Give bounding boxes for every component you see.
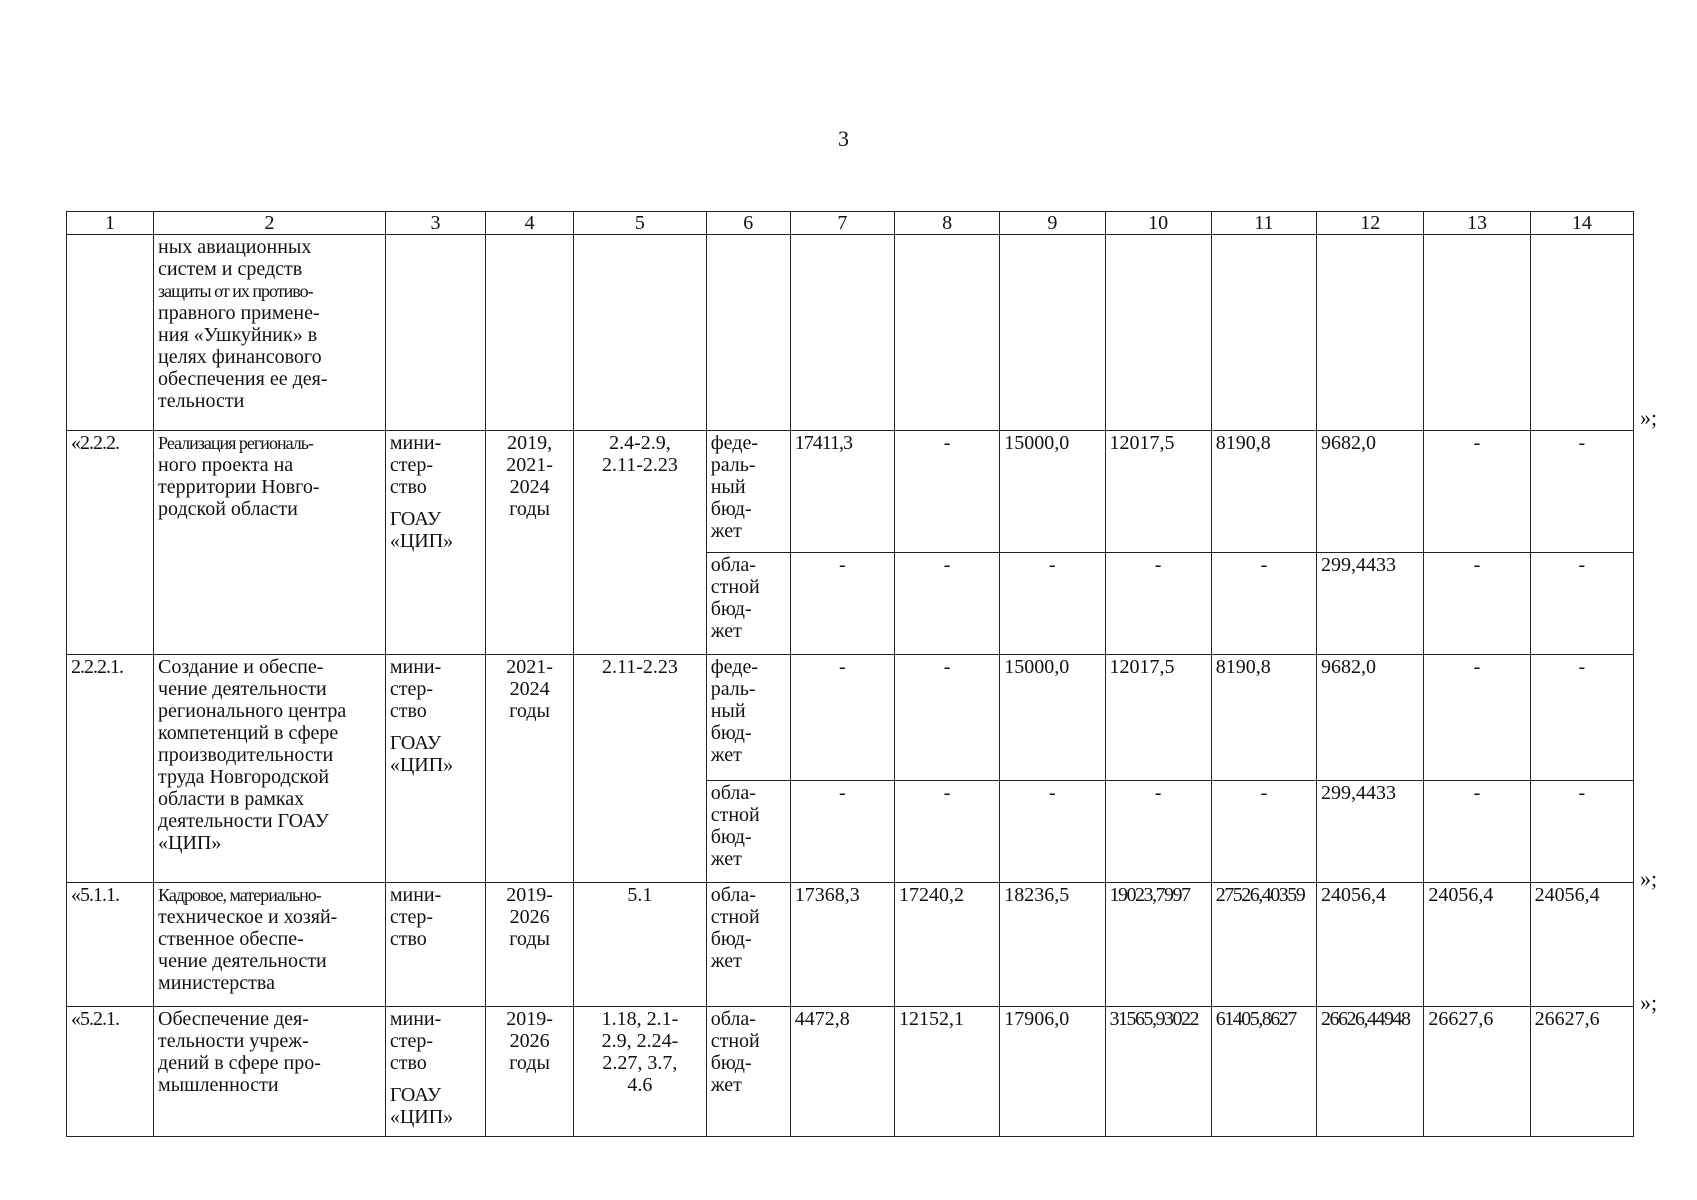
- empty-cell: [790, 235, 894, 431]
- text-line: бюд-: [710, 598, 752, 620]
- row-number-cell: «2.2.2.: [67, 431, 154, 655]
- funding-source-cell: [706, 655, 790, 781]
- text-line: стной: [710, 804, 760, 826]
- text-line: 2024: [509, 678, 550, 700]
- text-line: мини-: [389, 432, 442, 454]
- value-cell: -: [1424, 431, 1530, 553]
- event-name-cell: [154, 431, 386, 655]
- text-line: бюд-: [710, 722, 752, 744]
- value-cell: 27526,40359: [1211, 883, 1316, 1007]
- text-line: ство: [389, 1052, 427, 1074]
- value-cell: 26627,6: [1424, 1007, 1530, 1137]
- empty-cell: [574, 235, 707, 431]
- text-line: стер-: [389, 678, 433, 700]
- text-line: феде-: [710, 656, 758, 678]
- table-row: [67, 1007, 1634, 1137]
- value-cell: 18236,5: [1000, 883, 1105, 1007]
- text-line: родской области: [158, 498, 298, 520]
- funding-source-cell: [706, 781, 790, 883]
- text-line: деятельности ГОАУ: [158, 810, 329, 832]
- executor-cell: [385, 883, 485, 1007]
- empty-cell: [1211, 235, 1316, 431]
- header-cell: 11: [1211, 212, 1316, 235]
- text-line: ГОАУ: [389, 508, 442, 530]
- value-cell: -: [1424, 781, 1530, 883]
- value-cell: -: [894, 655, 999, 781]
- text-line: министерства: [158, 972, 275, 994]
- text-line: обла-: [710, 1008, 756, 1030]
- text-line: стер-: [389, 906, 433, 928]
- text-line: бюд-: [710, 928, 752, 950]
- header-cell: 7: [790, 212, 894, 235]
- text-line: ный: [710, 700, 746, 722]
- text-line: территории Новго-: [158, 476, 320, 498]
- value-cell: 12017,5: [1105, 431, 1211, 553]
- text-line: тельности: [158, 390, 245, 412]
- header-row: [67, 212, 1634, 235]
- value-cell: 24056,4: [1317, 883, 1424, 1007]
- header-cell: 2: [154, 212, 386, 235]
- text-line: годы: [509, 1052, 550, 1074]
- text-line: 2021-: [506, 656, 553, 678]
- text-line: раль-: [710, 678, 756, 700]
- value-cell: -: [894, 553, 999, 655]
- row-number-cell: «5.1.1.: [67, 883, 154, 1007]
- text-line: стер-: [389, 454, 433, 476]
- text-line: мини-: [389, 656, 442, 678]
- value-cell: -: [894, 781, 999, 883]
- value-cell: 24056,4: [1530, 883, 1633, 1007]
- text-line: раль-: [710, 454, 756, 476]
- text-line: ство: [389, 700, 427, 722]
- value-cell: 12017,5: [1105, 655, 1211, 781]
- header-cell: 6: [706, 212, 790, 235]
- years-cell: [486, 1007, 574, 1137]
- value-cell: 9682,0: [1317, 431, 1424, 553]
- text-line: бюд-: [710, 826, 752, 848]
- target-indicators-cell: [574, 655, 707, 883]
- text-line: 2021-: [506, 454, 553, 476]
- text-line: труда Новгородской: [158, 766, 330, 788]
- text-line: бюд-: [710, 498, 752, 520]
- empty-cell: [1000, 235, 1105, 431]
- text-line: ный: [710, 476, 746, 498]
- value-cell: 17411,3: [790, 431, 894, 553]
- event-name-cell: [154, 655, 386, 883]
- text-line: Создание и обеспе-: [158, 656, 324, 678]
- table-row: [67, 431, 1634, 553]
- years-cell: [486, 431, 574, 655]
- text-line: 2.11-2.23: [601, 656, 678, 678]
- value-cell: 12152,1: [894, 1007, 999, 1137]
- value-cell: -: [790, 655, 894, 781]
- text-line: регионального центра: [158, 700, 347, 722]
- text-line: производительности: [158, 744, 334, 766]
- value-cell: 17906,0: [1000, 1007, 1105, 1137]
- text-line: годы: [509, 700, 550, 722]
- text-line: «ЦИП»: [158, 832, 222, 854]
- text-line: жет: [710, 950, 742, 972]
- text-line: чение деятельности: [158, 678, 327, 700]
- text-line: техническое и хозяй-: [158, 906, 338, 928]
- funding-source-cell: [706, 883, 790, 1007]
- text-line: обла-: [710, 554, 756, 576]
- value-cell: -: [1424, 655, 1530, 781]
- text-line: Кадровое, материально-: [158, 885, 321, 905]
- funding-source-cell: [706, 431, 790, 553]
- text-line: ственное обеспе-: [158, 928, 304, 950]
- closing-quote-mark: »;: [1640, 405, 1658, 430]
- header-cell: 4: [486, 212, 574, 235]
- text-line: ного проекта на: [158, 454, 294, 476]
- header-cell: 14: [1530, 212, 1633, 235]
- text-line: 2019,: [507, 432, 553, 454]
- closing-quote-mark: »;: [1640, 866, 1658, 891]
- value-cell: 8190,8: [1211, 431, 1316, 553]
- text-line: правного примене-: [158, 302, 320, 324]
- text-line: стной: [710, 576, 760, 598]
- empty-cell: [1530, 235, 1633, 431]
- header-cell: 3: [385, 212, 485, 235]
- value-cell: 31565,93022: [1105, 1007, 1211, 1137]
- row-number-cell: [67, 235, 154, 431]
- text-line: ных авиационных: [158, 236, 312, 258]
- event-name-cell: [154, 1007, 386, 1137]
- row-number-cell: 2.2.2.1.: [67, 655, 154, 883]
- executor-cell: [385, 431, 485, 655]
- header-cell: 1: [67, 212, 154, 235]
- text-line: тельности учреж-: [158, 1030, 309, 1052]
- header-cell: 13: [1424, 212, 1530, 235]
- target-indicators-cell: [574, 1007, 707, 1137]
- text-line: феде-: [710, 432, 758, 454]
- value-cell: 9682,0: [1317, 655, 1424, 781]
- text-line: годы: [509, 928, 550, 950]
- text-line: Реализация региональ-: [158, 433, 313, 453]
- value-cell: -: [1530, 781, 1633, 883]
- empty-cell: [894, 235, 999, 431]
- text-line: ния «Ушкуйник» в: [158, 324, 318, 346]
- value-cell: 299,4433: [1317, 553, 1424, 655]
- text-line: 2.4-2.9,: [609, 432, 671, 454]
- text-line: чение деятельности: [158, 950, 327, 972]
- text-line: 2.11-2.23: [601, 454, 678, 476]
- text-line: области в рамках: [158, 788, 305, 810]
- value-cell: 26627,6: [1530, 1007, 1633, 1137]
- event-name-cell: [154, 235, 386, 431]
- text-line: жет: [710, 620, 742, 642]
- text-line: дений в сфере про-: [158, 1052, 321, 1074]
- text-line: ство: [389, 928, 427, 950]
- text-line: «ЦИП»: [389, 1106, 454, 1128]
- header-cell: 10: [1105, 212, 1211, 235]
- value-cell: -: [1105, 553, 1211, 655]
- value-cell: 17368,3: [790, 883, 894, 1007]
- funding-source-cell: [706, 1007, 790, 1137]
- table-row: [67, 235, 1634, 431]
- page-number: 3: [838, 126, 849, 151]
- row-number-cell: «5.2.1.: [67, 1007, 154, 1137]
- text-line: стер-: [389, 1030, 433, 1052]
- text-line: ство: [389, 476, 427, 498]
- text-line: компетенций в сфере: [158, 722, 339, 744]
- text-line: 2.9, 2.24-: [601, 1030, 679, 1052]
- years-cell: [486, 883, 574, 1007]
- years-cell: [486, 655, 574, 883]
- text-line: 4.6: [627, 1074, 653, 1096]
- text-line: Обеспечение дея-: [158, 1008, 309, 1030]
- closing-quote-mark: »;: [1640, 990, 1658, 1015]
- text-line: 1.18, 2.1-: [601, 1008, 679, 1030]
- text-line: 2024: [509, 476, 550, 498]
- text-line: 2019-: [506, 884, 553, 906]
- text-line: 2.27, 3.7,: [602, 1052, 678, 1074]
- budget-table: [66, 211, 1634, 1137]
- value-cell: -: [1211, 553, 1316, 655]
- text-line: систем и средств: [158, 258, 303, 280]
- text-line: жет: [710, 848, 742, 870]
- table-row: [67, 883, 1634, 1007]
- table-row: [67, 655, 1634, 781]
- text-line: годы: [509, 498, 550, 520]
- value-cell: -: [790, 553, 894, 655]
- text-line: обла-: [710, 884, 756, 906]
- text-line: мини-: [389, 884, 442, 906]
- empty-cell: [706, 235, 790, 431]
- value-cell: 15000,0: [1000, 655, 1105, 781]
- text-line: целях финансового: [158, 346, 322, 368]
- text-line: жет: [710, 744, 742, 766]
- value-cell: 17240,2: [894, 883, 999, 1007]
- value-cell: -: [1000, 781, 1105, 883]
- value-cell: 26626,44948: [1317, 1007, 1424, 1137]
- value-cell: -: [1530, 553, 1633, 655]
- text-line: жет: [710, 1074, 742, 1096]
- executor-cell: [385, 655, 485, 883]
- target-indicators-cell: [574, 883, 707, 1007]
- text-line: защиты от их противо-: [158, 281, 313, 301]
- header-cell: 8: [894, 212, 999, 235]
- text-line: мышленности: [158, 1074, 279, 1096]
- text-line: «ЦИП»: [389, 754, 454, 776]
- header-cell: 9: [1000, 212, 1105, 235]
- value-cell: 24056,4: [1424, 883, 1530, 1007]
- empty-cell: [1105, 235, 1211, 431]
- funding-source-cell: [706, 553, 790, 655]
- value-cell: 4472,8: [790, 1007, 894, 1137]
- event-name-cell: [154, 883, 386, 1007]
- value-cell: -: [1000, 553, 1105, 655]
- value-cell: -: [790, 781, 894, 883]
- value-cell: 61405,8627: [1211, 1007, 1316, 1137]
- target-indicators-cell: [574, 431, 707, 655]
- value-cell: 19023,7997: [1105, 883, 1211, 1007]
- empty-cell: [385, 235, 485, 431]
- text-line: бюд-: [710, 1052, 752, 1074]
- text-line: ГОАУ: [389, 1084, 442, 1106]
- empty-cell: [1424, 235, 1530, 431]
- empty-cell: [1317, 235, 1424, 431]
- text-line: ГОАУ: [389, 732, 442, 754]
- text-line: обла-: [710, 782, 756, 804]
- text-line: стной: [710, 1030, 760, 1052]
- value-cell: -: [1530, 655, 1633, 781]
- header-cell: 12: [1317, 212, 1424, 235]
- header-cell: 5: [574, 212, 707, 235]
- text-line: стной: [710, 906, 760, 928]
- value-cell: -: [894, 431, 999, 553]
- value-cell: -: [1424, 553, 1530, 655]
- text-line: «ЦИП»: [389, 530, 454, 552]
- text-line: 2026: [509, 1030, 550, 1052]
- value-cell: 15000,0: [1000, 431, 1105, 553]
- text-line: 2026: [509, 906, 550, 928]
- empty-cell: [486, 235, 574, 431]
- text-line: 2019-: [506, 1008, 553, 1030]
- value-cell: -: [1530, 431, 1633, 553]
- text-line: мини-: [389, 1008, 442, 1030]
- value-cell: 8190,8: [1211, 655, 1316, 781]
- text-line: жет: [710, 520, 742, 542]
- value-cell: -: [1211, 781, 1316, 883]
- executor-cell: [385, 1007, 485, 1137]
- value-cell: 299,4433: [1317, 781, 1424, 883]
- text-line: обеспечения ее дея-: [158, 368, 328, 390]
- value-cell: -: [1105, 781, 1211, 883]
- text-line: 5.1: [627, 884, 653, 906]
